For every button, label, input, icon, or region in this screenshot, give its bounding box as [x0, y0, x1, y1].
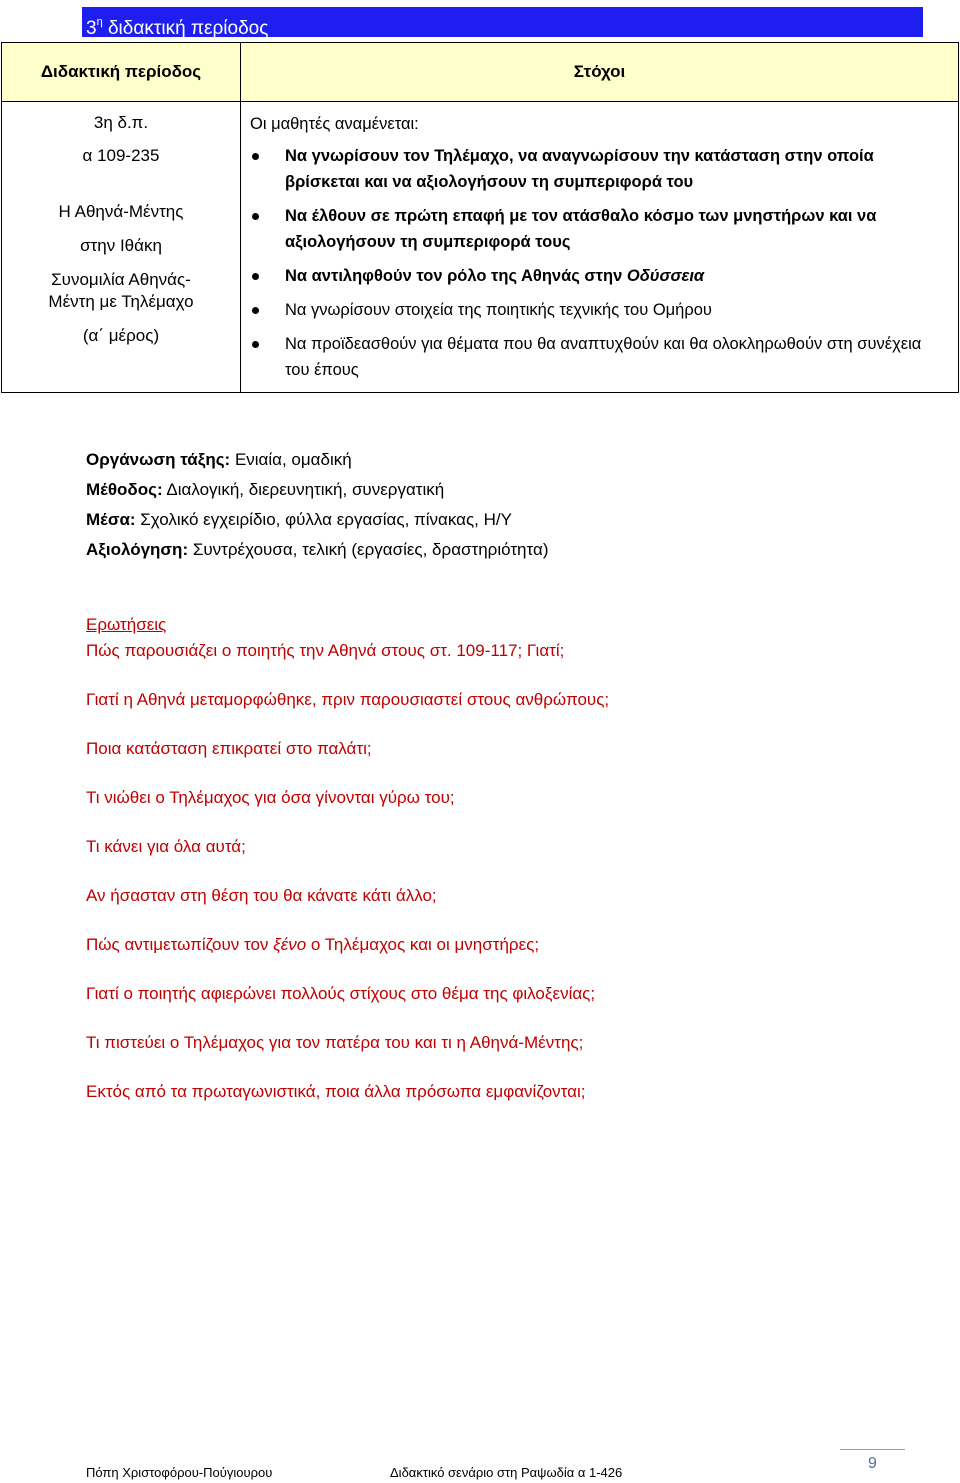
list-item — [250, 143, 958, 195]
org-eval-label: Αξιολόγηση: — [86, 540, 189, 559]
question: Γιατί η Αθηνά μεταμορφώθηκε, πριν παρουσιαστεί στους ανθρώπους; — [86, 690, 610, 709]
goals-intro: Οι μαθητές αναμένεται: — [250, 115, 419, 133]
period-cell — [2, 102, 241, 393]
question: Ποια κατάσταση επικρατεί στο παλάτι; — [86, 739, 372, 758]
footer-doc-title: Διδακτικό σενάριο στη Ραψωδία α 1-426 — [390, 1465, 623, 1480]
organization-block — [86, 445, 548, 565]
banner-number: 3 — [86, 18, 97, 39]
header-period: Διδακτική περίοδος — [2, 43, 241, 102]
footer-divider — [840, 1449, 905, 1450]
list-item — [250, 203, 958, 255]
question: Πώς παρουσιάζει ο ποιητής την Αθηνά στους στ. 109-117; Γιατί; — [86, 641, 565, 660]
table-header-row — [2, 43, 959, 102]
questions-block — [86, 612, 609, 1128]
period-line: Συνομιλία Αθηνάς- — [51, 270, 191, 289]
bullet-icon — [252, 341, 259, 348]
org-means-row — [86, 505, 548, 535]
goals-cell — [241, 102, 959, 393]
question-part: ο Τηλέμαχος και οι μνηστήρες; — [306, 935, 540, 954]
org-eval-value: Συντρέχουσα, τελική (εργασίες, δραστηριότητα) — [188, 540, 549, 559]
org-eval-row — [86, 535, 548, 565]
period-line: Μέντη με Τηλέμαχο — [48, 292, 194, 311]
goal-text: Να γνωρίσουν στοιχεία της ποιητικής τεχνικής του Ομήρου — [285, 301, 712, 319]
lesson-plan-table — [1, 42, 959, 393]
period-line: (α΄ μέρος) — [82, 326, 160, 345]
period-line: Η Αθηνά-Μέντης — [58, 202, 184, 221]
goal-text: Να αντιληφθούν τον ρόλο της Αθηνάς στην — [285, 267, 627, 285]
goals-list — [250, 143, 958, 383]
question — [86, 932, 609, 981]
table-row — [2, 102, 959, 393]
goal-text: Να έλθουν σε πρώτη επαφή με τον ατάσθαλο κόσμο των μνηστήρων και να αξιολογήσουν τη συμπεριφορά τους — [285, 207, 877, 251]
questions-title: Ερωτήσεις — [86, 615, 167, 634]
question: Εκτός από τα πρωταγωνιστικά, ποια άλλα πρόσωπα εμφανίζονται; — [86, 1082, 586, 1101]
footer-author: Πόπη Χριστοφόρου-Πούγιουρου — [86, 1465, 273, 1480]
org-method-row — [86, 475, 548, 505]
question: Αν ήσασταν στη θέση του θα κάνατε κάτι άλλο; — [86, 886, 437, 905]
banner-text: διδακτική περίοδος — [102, 18, 269, 39]
question: Τι πιστεύει ο Τηλέμαχος για τον πατέρα του και τι η Αθηνά-Μέντης; — [86, 1033, 584, 1052]
org-method-value: Διαλογική, διερευνητική, συνεργατική — [162, 480, 445, 499]
list-item — [250, 297, 958, 323]
goal-text: Να γνωρίσουν τον Τηλέμαχο, να αναγνωρίσουν την κατάσταση στην οποία βρίσκεται και να αξιολογήσουν τη συμπεριφορά του — [285, 147, 874, 191]
question: Γιατί ο ποιητής αφιερώνει πολλούς στίχους στο θέμα της φιλοξενίας; — [86, 984, 596, 1003]
org-class-value: Ενιαία, ομαδική — [230, 450, 352, 469]
question-italic-part: ξένο — [273, 935, 307, 954]
list-item — [250, 263, 958, 289]
question: Τι νιώθει ο Τηλέμαχος για όσα γίνονται γύρω του; — [86, 788, 455, 807]
bullet-icon — [252, 213, 259, 220]
header-goals: Στόχοι — [241, 43, 959, 102]
goal-italic-text: Οδύσσεια — [626, 267, 705, 285]
org-means-value: Σχολικό εγχειρίδιο, φύλλα εργασίας, πίνακας, Η/Υ — [135, 510, 512, 529]
goal-text: Να προϊδεασθούν για θέματα που θα αναπτυχθούν και θα ολοκληρωθούν στη συνέχεια του έπους — [285, 335, 922, 379]
question: Τι κάνει για όλα αυτά; — [86, 837, 246, 856]
list-item — [250, 331, 958, 383]
org-class-label: Οργάνωση τάξης: — [86, 450, 231, 469]
page-number: 9 — [868, 1455, 877, 1472]
org-method-label: Μέθοδος: — [86, 480, 163, 499]
bullet-icon — [252, 153, 259, 160]
period-line: 3η δ.π. — [93, 113, 149, 132]
bullet-icon — [252, 307, 259, 314]
bullet-icon — [252, 273, 259, 280]
period-line: α 109-235 — [82, 146, 160, 165]
period-line: στην Ιθάκη — [80, 236, 162, 255]
banner-superscript: η — [96, 16, 103, 28]
question-part: Πώς αντιμετωπίζουν τον — [86, 935, 274, 954]
org-means-label: Μέσα: — [86, 510, 136, 529]
org-class-row — [86, 445, 548, 475]
section-banner — [82, 7, 923, 37]
